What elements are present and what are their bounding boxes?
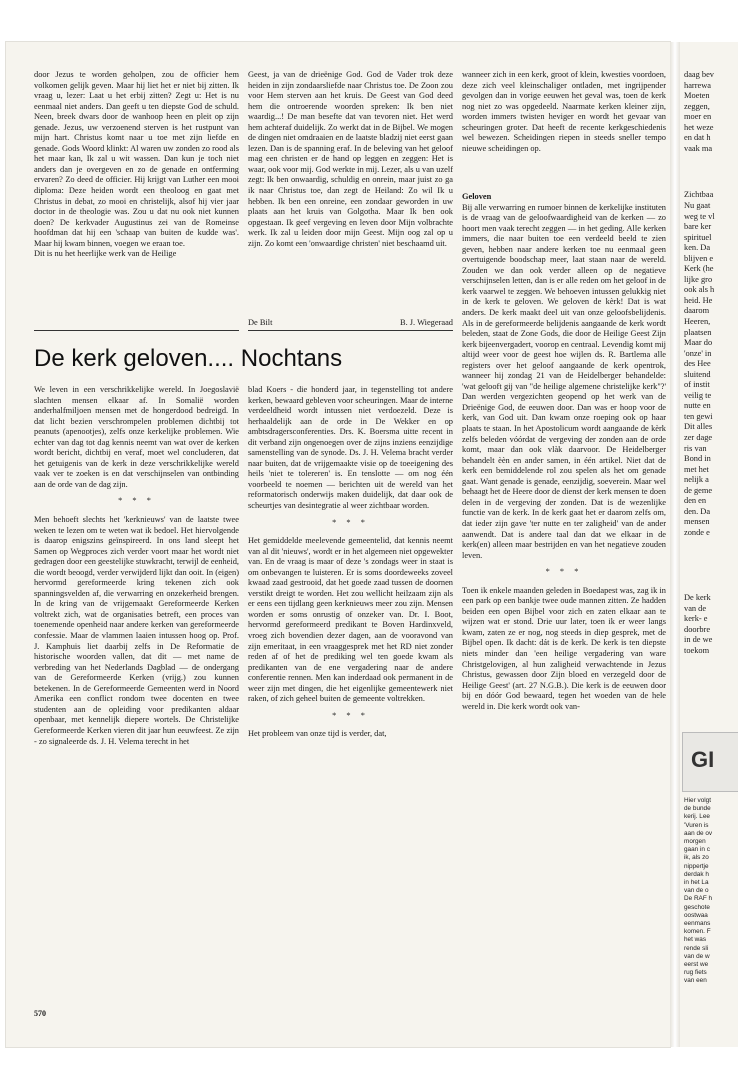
section-rule-left (34, 330, 239, 331)
facing-caption-line: van de o (684, 887, 709, 895)
article-col-2-para-1: blad Koers - die honderd jaar, in tegenstelling tot andere kerken, bewaard gebleven voor scheuringen. Maar de interne verdeeldheid wordt intussen niet verdoezeld. Deze is herhaaldelijk aan de orde in De Wekker en op ambtsdragersconferenties. Drs. K. Boersma uitte recent in dit verband zijn ongenoegen over de zijns inziens eenzijdige samenstelling van de synode. Ds. J. H. Velema bracht verder naar buiten, dat de vrijgemaakte visie op de toeeigening des heils 'niet te tolereren' is. En tenslotte — om nog één voorbeeld te noemen — berichten uit de wereld van het reformatorisch onderwijs maken duidelijk, dat daar ook de scheurtjes van desintegratie al weer zichtbaar worden. (248, 385, 453, 511)
facing-text-line: heid. He (684, 295, 713, 305)
facing-text-line: daarom (684, 306, 710, 316)
facing-column-bottom (684, 593, 712, 656)
facing-headline-fragment: GI (691, 747, 715, 772)
section-separator-4: * * * (545, 567, 583, 577)
facing-text-line: veilig te (684, 390, 712, 400)
facing-text-line: ken. Da (684, 243, 711, 253)
facing-caption-line: kerij. Lee (684, 813, 710, 821)
facing-text-line: en dat h (684, 133, 711, 143)
facing-text-line: ten gewi (684, 411, 713, 421)
facing-text-line: Dit alles (684, 422, 713, 432)
facing-caption-line: gaan in c (684, 846, 710, 854)
section-separator-2: * * * (332, 517, 369, 527)
page-gutter (670, 42, 680, 1047)
facing-text-line: zer dage (684, 433, 713, 443)
facing-photo-caption (684, 797, 712, 986)
article-col-2-para-3: Het probleem van onze tijd is verder, dat, (248, 729, 387, 739)
article-col-3-intro-text: wanneer zich in een kerk, groot of klein, kwesties voordoen, deze zich veel kleinschaliger ontladen, met ingrijpender gevolgen dan in vorige eeuwen het geval was, toen de kerk nog niet zo was opgedeeld. Naarmate kerken kleiner zijn, worden immers twisten heviger en wordt het gevaar van scheuringen groter. Dat heeft de recente kerkgeschiedenis wel bewezen. Scheidingen riepen in steeds sneller tempo nieuwe scheidingen op. (462, 70, 666, 153)
facing-text-line: of instit (684, 380, 710, 390)
prev-article-col-1-text: door Jezus te worden geholpen, zou de officier hem volkomen gelijk geven. Maar hij liet het er niet bij zitten. Ik vraag u, lezer: Laat u het erbij zitten? Zegt u: Het is nu eenmaal niet anders. Dan geeft u ten diepste God de schuld. Neen, breek dwars door de wanhoop heen en pleit op zijn genade. Jezus, uw verzoenend sterven is het rustpunt van mijn hart. Christus komt naar u toe met zijn liefde en genade. Gods Woord klinkt: Al waren uw zonden zo rood als het maar kan, Ik zal u wit wassen. Dan kun je toch niet anders dan je overgeven en zo de genade en ontferming ervaren? Zo deed de officier. Hij krijgt van Luther een mooi diploma: Deze heiden wordt een theoloog en gaat met Christus in debat, zo mooi en christelijk, alsof hij vier jaar doctor in de theologie was. Zou u dat nu ook niet kunnen doen? De kerkvader Augustinus zei van de Romeinse hoofdman dat hij een 'schaap van buiten de kudde was'. Maar hij kwam binnen, voegen we eraan toe. (34, 70, 239, 248)
prev-article-col-2 (248, 70, 453, 317)
facing-column-middle (684, 201, 715, 539)
facing-caption-line: morgen (684, 838, 706, 846)
article-subheading-geloven: Geloven (462, 192, 492, 201)
facing-text-line: zonde e (684, 527, 710, 537)
facing-caption-line: van de w (684, 952, 710, 960)
facing-caption-line: rug fiets (684, 969, 707, 977)
facing-headline-box (682, 732, 738, 792)
page-number: 570 (34, 1009, 46, 1018)
facing-text-line: Heeren, (684, 317, 711, 327)
facing-text-line: zeggen, (684, 101, 710, 111)
facing-text-line: daag bev (684, 70, 714, 79)
facing-text-line: Nu gaat (684, 201, 711, 210)
facing-text-line: Moeten (684, 91, 710, 101)
article-col-1-para-2: Men behoeft slechts het 'kerknieuws' van de laatste twee weken te lezen om te weten wat ik bedoel. Het hiervolgende is daarop enigszins geïnspireerd. In ons land sleept het Samen op Wegproces zich verder voort maar het wordt niet gedragen door een geestelijke stuwkracht, terwijl de eenheid, die wordt beoogd, verder verwijderd lijkt dan ooit. In (eigen) hervormd gereformeerde kring tekenen zich ook spanningsvelden af, die verwarring en onzekerheid brengen. In de kring van de vrijgemaakt Gereformeerde Kerken voltrekt zich, wat de organisaties betreft, een proces van toenemende openheid naar andere kerken van gereformeerde confessie. Maar de vlammen laaien intussen hoog op. Prof. J. Kamphuis liet daarbij zelfs in De Reformatie de historische woorden vallen, dat dit — met name de verbreding van het Nederlands Dagblad — de ondergang van de Gereformeerde Kerken (vrijg.) zou kunnen betekenen. In de Gereformeerde Gemeenten werd in Noord Amerika een conflict rondom twee docenten en twee studenten aan de opleiding voor predikanten aldaar openbaar, met kennelijk diepere wortels. De Christelijke Gereformeerde Kerken vieren dit jaar hun eeuwfeest. Ze zijn - zo signaleerde ds. J. H. Velema terecht in het (34, 515, 239, 746)
facing-text-line: den en (684, 496, 707, 506)
signature-author: B. J. Wiegeraad (400, 318, 453, 327)
facing-caption-line: nippertje (684, 862, 709, 870)
facing-caption-line: derdak h (684, 870, 709, 878)
facing-caption-line: rende sli (684, 944, 709, 952)
section-separator-3: * * * (332, 710, 369, 720)
facing-text-line: in de we (684, 635, 713, 645)
facing-subhead: Zichtbaa (684, 190, 714, 199)
article-headline: De kerk geloven.... Nochtans (34, 345, 343, 372)
article-col-2 (248, 385, 453, 1005)
facing-text-line: lijke gro (684, 274, 713, 284)
facing-text-line: Maar do (684, 338, 713, 348)
facing-caption-line: de bunde (684, 805, 711, 813)
article-col-3-para-2: Toen ik enkele maanden geleden in Boedapest was, zag ik in een park op een bankje twee oude mannen zitten. Ze hadden beiden een open Bijbel voor zich en zaten elkaar aan te wijzen wat er stond. Drie uur later, toen ik er weer langs kwam, zaten ze er nog, nog steeds in diep gesprek, met de Bijbel open. Ik dacht: dát is de kerk. De kerk is ten diepste niets minder dan 'een heilige vergadering van ware Christgelovigen, al hun zaligheid verwachtende in Jezus Christus, gewassen door Zijn bloed en verzegeld door de Heilige Geest' (art. 27 N.G.B.). Die kerk is de eeuwen door bij en dóór God bewaard, tegen het woeden van de hele wereld in. Die kerk wordt ook van- (462, 585, 666, 711)
facing-text-line: nelijk a (684, 475, 709, 485)
facing-text-line: het weze (684, 122, 714, 132)
section-separator-1: * * * (118, 496, 155, 506)
facing-text-line: ook als h (684, 285, 715, 295)
facing-caption-line: komen. F (684, 928, 711, 936)
facing-caption-line: oostwaa (684, 911, 708, 919)
facing-text-line: harrewa (684, 80, 711, 90)
facing-text-line: de geme (684, 485, 713, 495)
facing-text-line: des Hee (684, 359, 711, 369)
facing-text-line: bare ker (684, 222, 712, 232)
facing-text-line: van de (684, 603, 707, 613)
facing-caption-line: De RAF h (684, 895, 713, 903)
facing-text-line: ris van (684, 443, 707, 453)
facing-page-edge (680, 42, 738, 1047)
facing-caption-line: het was (684, 936, 707, 944)
facing-text-line: mensen (684, 517, 710, 527)
signature-place: De Bilt (248, 318, 273, 327)
facing-text-line: moer en (684, 112, 712, 122)
prev-article-col-1-last-line: Dit is nu het heerlijke werk van de Heilige (34, 249, 177, 259)
facing-caption-line: eerst we (684, 961, 709, 969)
article-col-3-para-1: Bij alle verwarring en rumoer binnen de kerkelijke instituten is de vraag van de geloofwaardigheid van de kerken — zo hoort men vaak terecht zeggen — in het geding. Alle kerken immers, die naar buiten toe een verdeeld beeld te zien geven, hebben naar andere kerken toe nu eenmaal geen overtuigende boodschap meer, laat staan naar de wereld. Zouden we dan ook verder alleen op de negatieve verschijnselen letten, dan is er alle reden om het geloof in de kerk vaarwel te zeggen. We behoeven intussen gelukkig niet in de kerk te geloven. We geloven de kèrk! Dat is wat anders. De kerk maakt deel uit van onze geloofsbelijdenis. Als in de gereformeerde belijdenis aangaande de kerk wordt beleden, staat de Zone Gods, die door de Heilige Geest Zijn kerk bijeenvergadert, voorop en centraal. Levendig komt mij altijd weer voor de geest hoe wijlen ds. R. Bartlema alle registers over het geloof aangaande de kerk opentrok, wanneer hij zondag 21 van de Heidelberger behandelde: 'wat gelooft gij van "de heilige algemene christelijke kerk"?' Dan werden vergezichten geopend op het werk van de Drieënige God, de eeuwen door. Dan was er hoop voor de kerk, van God uit. Dan kwam onze roeping ook op haar plaats te staan. In het Apostolicum wordt aangaande de kèrk zelfs beleden vóórdat de vergeving der zonden aan de orde komt, maar dan ook vlàk daarvoor. De Heidelberger behandelt èèn en ander samen, in één artikel. Niet dat de kerk een bemiddelende rol zou spelen als het om genade gaat. Want genade is genade, eenzijdig, soeverein. Maar wel behaagt het de Heere door de dienst der kerk mensen te doen delen in de vergeving der zonden. Dat is de wezenlijke functie van de kerk. In de kerk gaat het er daarom zelfs om, dat ieder zijn gave 'ter nutte en ter zaligheid' van de ander aanwendt. Dat is andere taal dan dat we elkaar in de kerk(en) alleen maar bestrijden en van het negatieve zouden leven. (462, 202, 666, 560)
article-col-1-para-1: We leven in een verschrikkelijke wereld. In Joegoslavië slachten mensen elkaar af. In Somalië worden anderhalfmiljoen mensen met de hongerdood bedreigd. In dat licht bezien verschrompelen problemen dichtbij tot peanuts (apenootjes), zelfs onze kerkelijke problemen. Wie echter van dag tot dag kennis neemt van wat over de kerken wordt bericht, dichtbij en veraf, moet wel concluderen, dat het getuigenis van de kerk in deze verschrikkelijke wereld vaak ver te zoeken is en dat verschijnselen van ontbinding aan de orde van de dag zijn. (34, 385, 239, 489)
facing-text-line: De kerk (684, 593, 711, 602)
facing-column-top (684, 70, 714, 154)
facing-text-line: nutte en (684, 401, 711, 411)
facing-text-line: blijven e (684, 253, 714, 263)
article-col-3 (462, 192, 666, 1005)
article-col-2-para-2: Het gemiddelde meelevende gemeentelid, dat kennis neemt van al dit 'nieuws', wordt er in het algemeen niet opgewekter van. En de vraag is maar of deze 's zondags weer in staat is om onbevangen te luisteren. Er is soms doordeweeks zoveel kwaad zaad gestrooid, dat het goede zaad tussen de doornen verstikt dreigt te worden. Het zou wellicht heilzaam zijn als er eens een tijdlang geen kerknieuws meer zou zijn. Mensen worden er soms onrustig of onzeker van. Dr. I. Boot, hervormd gereformeerd predikant te Boven Hardinxveld, vroeg zich bovendien dezer dagen, aan de vooravond van zijn emeritaat, in een vraaggesprek met het RD niet zonder reden af of het de prediking wel ten goede kwam als predikanten van de ene vergadering naar de andere conferentie rennen. Men kan inderdaad ook permanent in de weer zijn met dingen, die het eigenlijke gemeentewerk niet raken, of zich geheel buiten de gemeente voltrekken. (248, 536, 453, 704)
facing-text-line: Bond in (684, 454, 711, 464)
facing-text-line: kerk- e (684, 614, 708, 624)
facing-caption-line: aan de ov (684, 829, 713, 837)
facing-text-line: plaatsen (684, 327, 712, 337)
facing-caption-line: 'Vuren is (684, 821, 709, 829)
facing-text-line: vaak ma (684, 143, 713, 153)
facing-caption-line: in het La (684, 879, 709, 887)
facing-text-line: den. Da (684, 506, 711, 516)
facing-text-line: weg te vl (684, 211, 715, 221)
facing-caption-line: eenmans (684, 920, 711, 928)
facing-text-line: sluitend (684, 369, 711, 379)
facing-text-line: toekom (684, 645, 710, 655)
facing-caption-line: geschote (684, 903, 710, 911)
section-rule-middle (248, 330, 453, 331)
article-col-3-intro (462, 70, 666, 188)
facing-text-line: doorbre (684, 624, 711, 634)
facing-caption-line: ik, als zo (684, 854, 709, 862)
facing-text-line: spirituel (684, 232, 712, 242)
facing-text-line: met het (684, 464, 709, 474)
prev-article-col-2-text: Geest, ja van de drieënige God. God de Vader trok deze heiden in zijn zondaarsliefde naar Christus toe. De Zoon zou voor Hem sterven aan het kruis. De Geest van God deed hem die ontroerende woorden spreken: Ik ben niet waardig...! De man besefte dat van tevoren niet. Het werd hem achteraf duidelijk. Zo werkt dat in de Bijbel. We mogen de dingen niet omdraaien en de laatste bladzij niet eerst gaan lezen. Dan is de spanning eraf. In de beleving van het geloof mag een christen er de hand op leggen en zeggen: Het is waar, ook voor mij. God werkte in mij. Lezer, als u van uzelf zegt: Ik ben onwaardig, schuldig en onrein, maar juist zo ga ik naar Christus toe, dan zegt de Heiland: Zo wil Ik u hebben. Ik ben een onreine, een zondaar geworden in uw plaats aan het kruis van Golgotha. Maar Ik ben ook opgestaan. Ik geef vergeving en leven door Mijn volbrachte werk. Ik zal u leiden door mijn Geest. Mijn oog zal op u zijn. Zo komt een 'onwaardige christen' niet beschaamd uit. (248, 70, 453, 248)
facing-text-line: 'onze' in (684, 348, 712, 358)
facing-text-line: Kerk (he (684, 264, 714, 274)
facing-caption-line: Hier volgt (684, 797, 711, 804)
article-col-1 (34, 385, 239, 1005)
facing-caption-line: van een (684, 977, 707, 985)
prev-article-col-1 (34, 70, 239, 330)
